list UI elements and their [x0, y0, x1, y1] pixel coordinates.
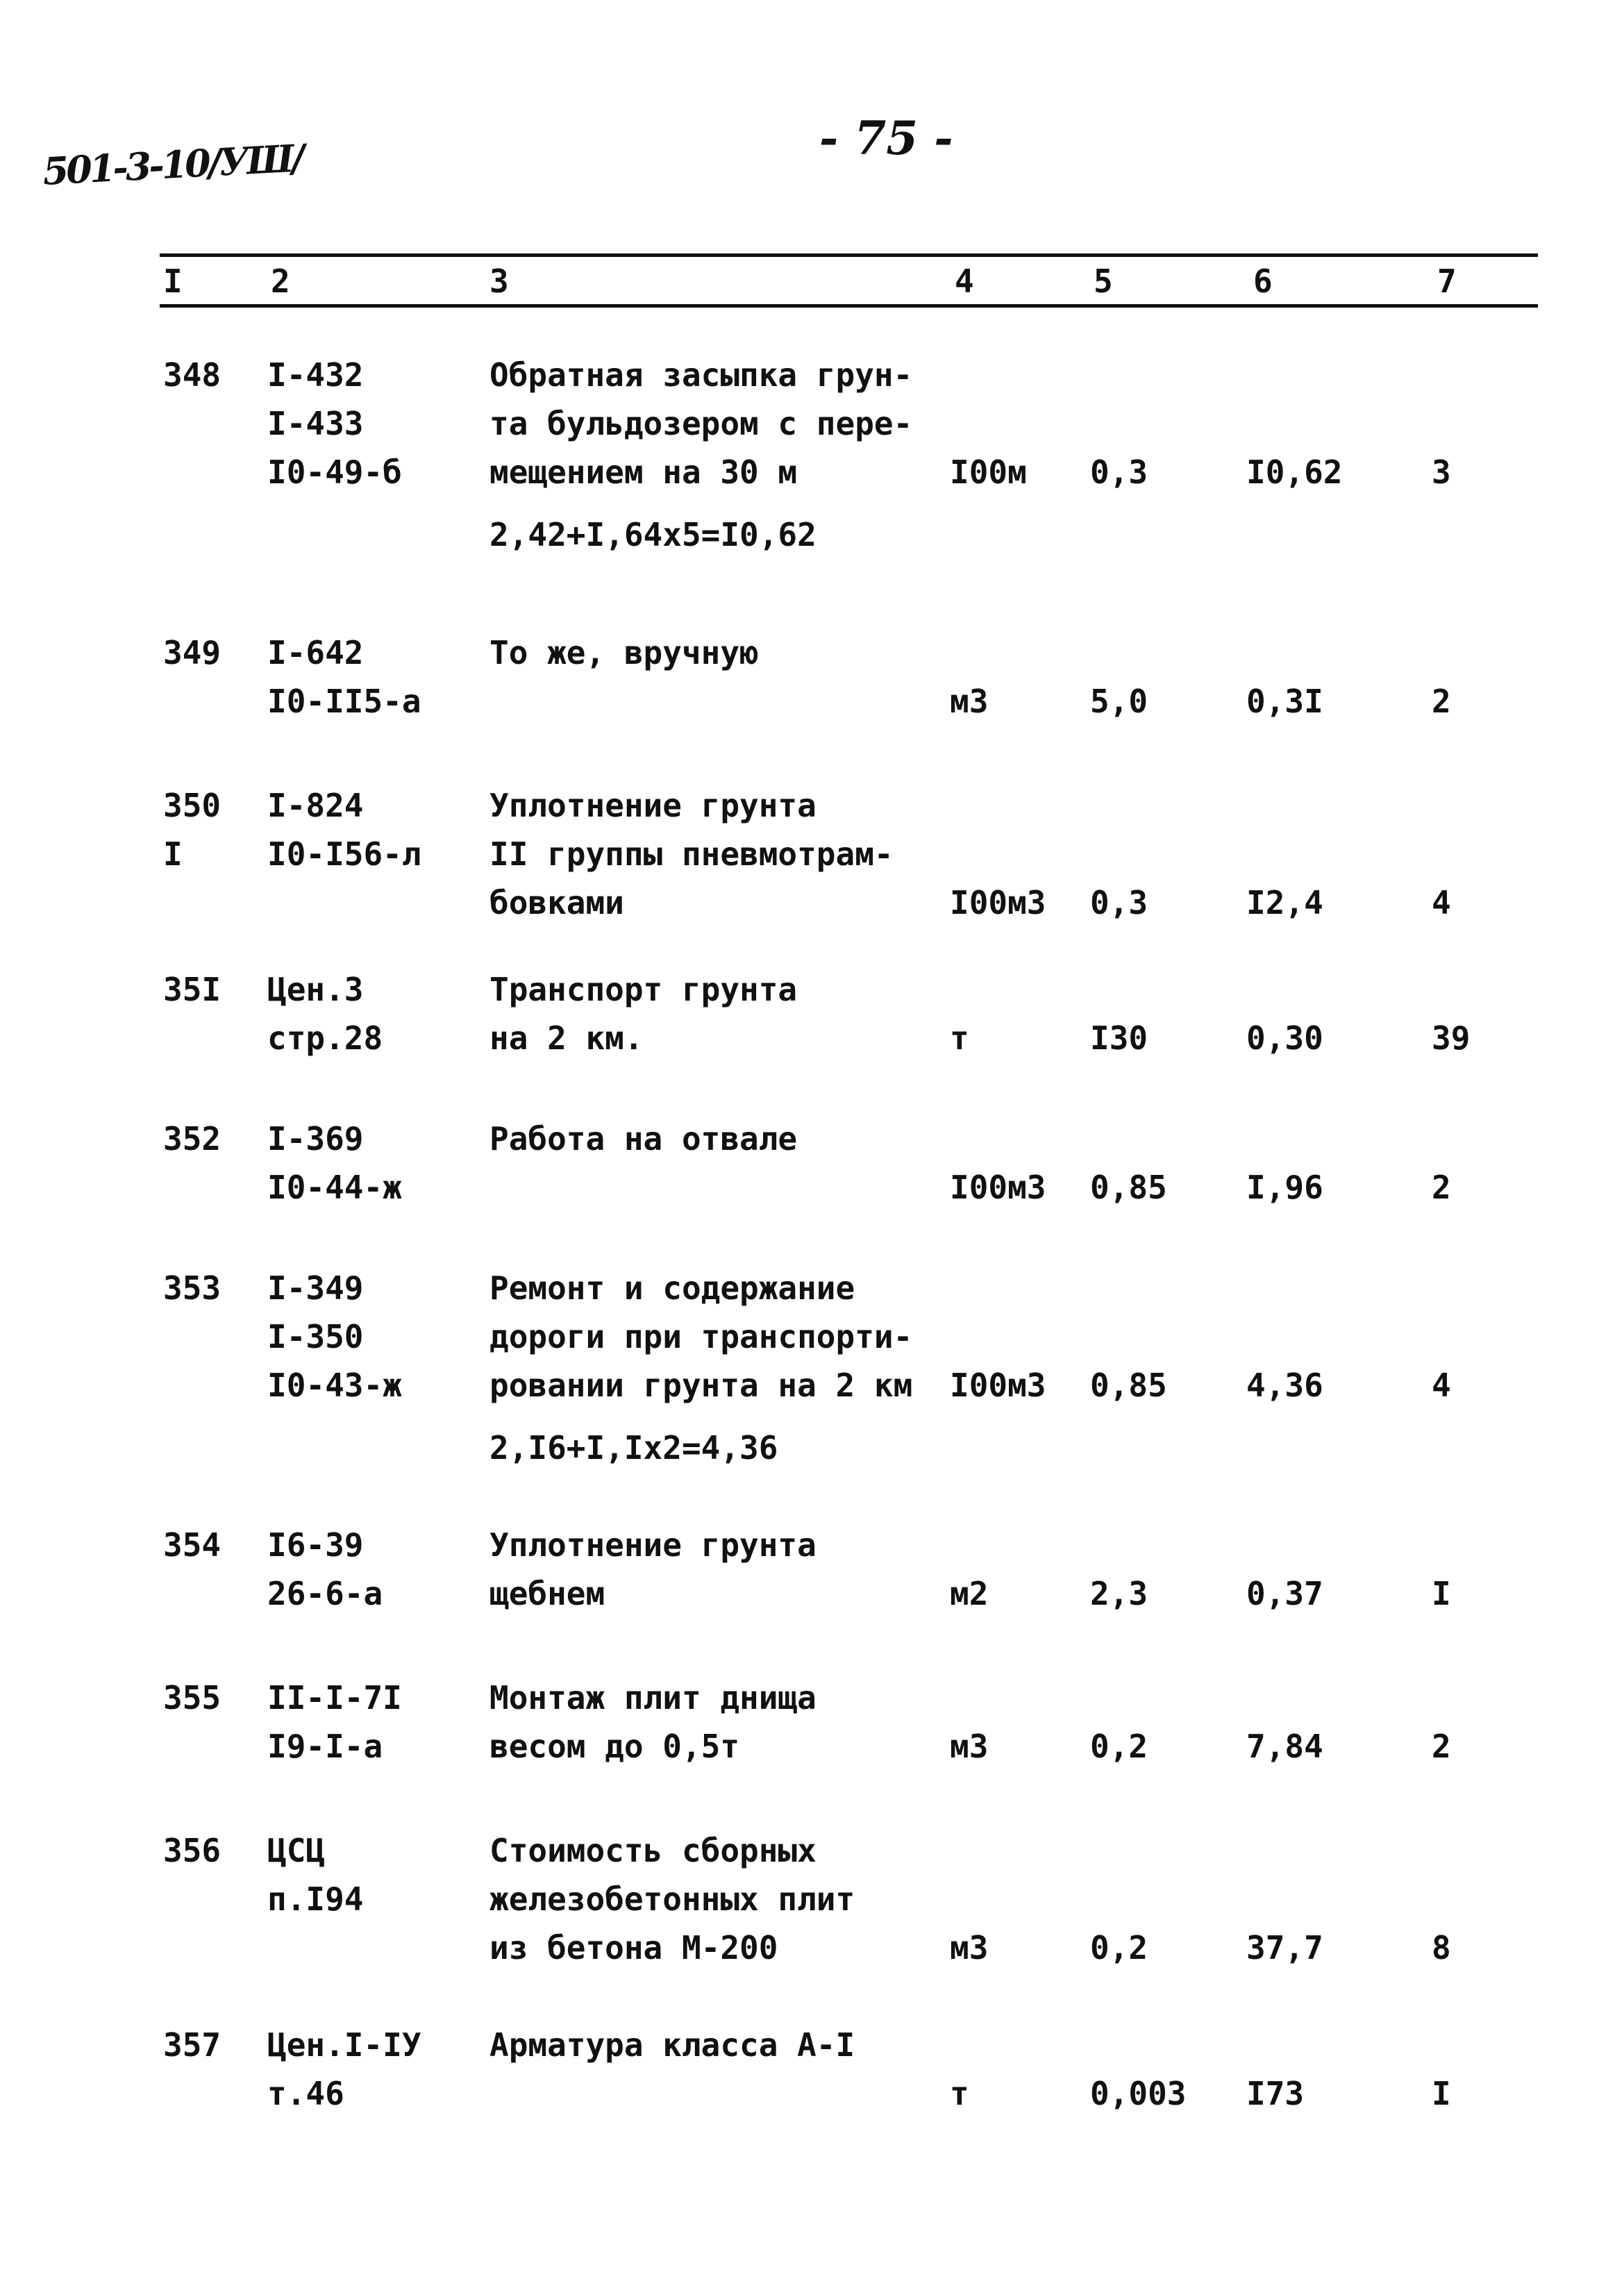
quantity-cell: 0,003 [1090, 2075, 1187, 2112]
norm-code: т.46 [267, 2075, 344, 2112]
quantity-cell: I30 [1090, 1019, 1148, 1057]
unit-price-cell: I2,4 [1246, 884, 1323, 921]
column-header-6: 6 [1253, 262, 1273, 300]
norm-code: I9-I-а [267, 1728, 383, 1765]
unit-cell: м3 [950, 683, 989, 720]
row-number: 35I [163, 971, 221, 1008]
column-header-2: 2 [271, 262, 290, 300]
row-number: 352 [163, 1120, 221, 1158]
work-description: Ремонт и содержание [489, 1269, 855, 1307]
work-description: на 2 км. [489, 1019, 644, 1057]
work-description: ровании грунта на 2 км [489, 1367, 913, 1404]
row-number: 348 [163, 356, 221, 394]
work-description: дороги при транспорти- [489, 1318, 913, 1355]
norm-code: I0-I56-л [267, 835, 421, 873]
document-code: 501-3-10/УШ/ [42, 135, 303, 194]
page-number: - 75 - [819, 111, 953, 165]
norm-code: Цен.I-IУ [267, 2026, 421, 2064]
total-cell: I [1432, 1575, 1451, 1612]
unit-price-cell: I0,62 [1246, 453, 1343, 491]
norm-code: ЦСЦ [267, 1832, 326, 1869]
work-description: Транспорт грунта [489, 971, 798, 1008]
column-header-5: 5 [1094, 262, 1113, 300]
work-description: та бульдозером с пере- [489, 405, 913, 442]
work-description: Монтаж плит днища [489, 1679, 817, 1717]
work-description: Обратная засыпка грун- [489, 356, 913, 394]
unit-price-cell: 7,84 [1246, 1728, 1323, 1765]
total-cell: 39 [1432, 1019, 1471, 1057]
total-cell: 2 [1432, 1728, 1451, 1765]
work-description: Уплотнение грунта [489, 1526, 817, 1564]
quantity-cell: 0,2 [1090, 1728, 1148, 1765]
row-number: 354 [163, 1526, 221, 1564]
total-cell: 4 [1432, 1367, 1451, 1404]
work-description: Арматура класса А-I [489, 2026, 855, 2064]
unit-cell: м3 [950, 1929, 989, 1966]
row-number: 349 [163, 634, 221, 671]
calculation-note: 2,I6+I,Ix2=4,36 [489, 1429, 778, 1467]
column-header-7: 7 [1437, 262, 1457, 300]
column-header-4: 4 [955, 262, 974, 300]
unit-cell: I00м3 [950, 884, 1046, 921]
row-number: 355 [163, 1679, 221, 1717]
norm-code: I-433 [267, 405, 364, 442]
norm-code: I-369 [267, 1120, 364, 1158]
total-cell: 2 [1432, 683, 1451, 720]
calculation-note: 2,42+I,64x5=I0,62 [489, 516, 817, 553]
norm-code: I-824 [267, 787, 364, 824]
total-cell: I [1432, 2075, 1451, 2112]
norm-code: I-642 [267, 634, 364, 671]
norm-code: I0-II5-а [267, 683, 421, 720]
table-top-rule [160, 253, 1538, 257]
total-cell: 8 [1432, 1929, 1451, 1966]
work-description: Работа на отвале [489, 1120, 798, 1158]
unit-cell: т [950, 2075, 969, 2112]
row-number: I [163, 835, 183, 873]
work-description: То же, вручную [489, 634, 759, 671]
norm-code: I-432 [267, 356, 364, 394]
column-header-3: 3 [489, 262, 509, 300]
work-description: щебнем [489, 1575, 605, 1612]
norm-code: I-350 [267, 1318, 364, 1355]
work-description: весом до 0,5т [489, 1728, 740, 1765]
table-header-rule [160, 304, 1538, 308]
norm-code: I-349 [267, 1269, 364, 1307]
work-description: Стоимость сборных [489, 1832, 817, 1869]
total-cell: 4 [1432, 884, 1451, 921]
norm-code: Цен.3 [267, 971, 364, 1008]
unit-price-cell: 37,7 [1246, 1929, 1323, 1966]
work-description: бовками [489, 884, 624, 921]
unit-price-cell: I,96 [1246, 1169, 1323, 1206]
total-cell: 2 [1432, 1169, 1451, 1206]
norm-code: п.I94 [267, 1880, 364, 1918]
unit-price-cell: 0,3I [1246, 683, 1323, 720]
unit-price-cell: 0,37 [1246, 1575, 1323, 1612]
row-number: 353 [163, 1269, 221, 1307]
quantity-cell: 0,85 [1090, 1169, 1167, 1206]
row-number: 357 [163, 2026, 221, 2064]
quantity-cell: 2,3 [1090, 1575, 1148, 1612]
norm-code: I6-39 [267, 1526, 364, 1564]
work-description: мещением на 30 м [489, 453, 798, 491]
total-cell: 3 [1432, 453, 1451, 491]
norm-code: I0-49-б [267, 453, 402, 491]
quantity-cell: 5,0 [1090, 683, 1148, 720]
unit-price-cell: 4,36 [1246, 1367, 1323, 1404]
quantity-cell: 0,3 [1090, 453, 1148, 491]
unit-cell: I00м3 [950, 1169, 1046, 1206]
work-description: Уплотнение грунта [489, 787, 817, 824]
column-header-1: I [163, 262, 183, 300]
unit-cell: I00м [950, 453, 1027, 491]
norm-code: стр.28 [267, 1019, 383, 1057]
norm-code: 26-6-а [267, 1575, 383, 1612]
work-description: II группы пневмотрам- [489, 835, 894, 873]
unit-cell: I00м3 [950, 1367, 1046, 1404]
work-description: железобетонных плит [489, 1880, 855, 1918]
row-number: 350 [163, 787, 221, 824]
unit-cell: м3 [950, 1728, 989, 1765]
unit-cell: т [950, 1019, 969, 1057]
unit-cell: м2 [950, 1575, 989, 1612]
work-description: из бетона М-200 [489, 1929, 778, 1966]
norm-code: I0-43-ж [267, 1367, 402, 1404]
quantity-cell: 0,85 [1090, 1367, 1167, 1404]
norm-code: II-I-7I [267, 1679, 402, 1717]
quantity-cell: 0,3 [1090, 884, 1148, 921]
quantity-cell: 0,2 [1090, 1929, 1148, 1966]
unit-price-cell: I73 [1246, 2075, 1305, 2112]
row-number: 356 [163, 1832, 221, 1869]
unit-price-cell: 0,30 [1246, 1019, 1323, 1057]
norm-code: I0-44-ж [267, 1169, 402, 1206]
